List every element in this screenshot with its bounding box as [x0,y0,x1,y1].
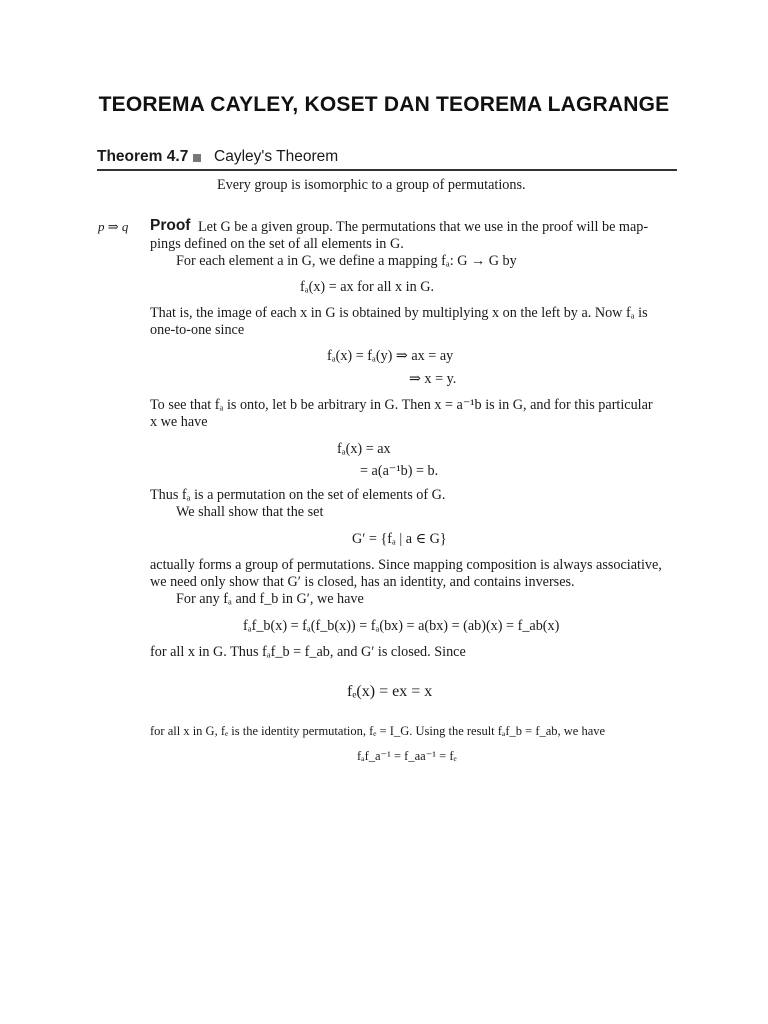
equation: ⇒ x = y. [409,371,457,387]
proof-line: we need only show that G′ is closed, has an identity, and contains inverses. [150,574,575,590]
proof-line: one-to-one since [150,322,245,338]
equation: fₐf_a⁻¹ = f_aa⁻¹ = fₑ [357,749,457,763]
proof-line: for all x in G, fₑ is the identity permutation, fₑ = I_G. Using the result fₐf_b = f_ab, we have [150,724,606,738]
proof-line: Let G be a given group. The permutations that we use in the proof will be map- [198,219,649,235]
proof-line: That is, the image of each x in G is obtained by multiplying x on the left by a. Now fₐ is [150,305,648,321]
square-bullet-icon [193,154,201,162]
page-title: TEOREMA CAYLEY, KOSET DAN TEOREMA LAGRANGE [98,93,670,116]
equation: fₑ(x) = ex = x [347,683,433,700]
equation: = a(a⁻¹b) = b. [360,463,439,479]
proof-line: actually forms a group of permutations. Since mapping composition is always associative, [150,557,662,573]
theorem-rule [97,169,677,171]
proof-line: To see that fₐ is onto, let b be arbitrary in G. Then x = a⁻¹b is in G, and for this particular [150,397,653,413]
theorem-name: Cayley's Theorem [214,148,339,165]
equation: fₐ(x) = fₐ(y) ⇒ ax = ay [327,348,454,364]
theorem-header [97,146,677,170]
equation: G′ = {fₐ | a ∈ G} [352,531,447,547]
proof-line: pings defined on the set of all elements in G. [150,236,404,252]
proof-line: Thus fₐ is a permutation on the set of elements of G. [150,487,446,503]
equation: fₐf_b(x) = fₐ(f_b(x)) = fₐ(bx) = a(bx) = (ab)(x) = f_ab(x) [243,618,560,634]
proof-line: for all x in G. Thus fₐf_b = f_ab, and G′ is closed. Since [150,644,466,660]
proof-line: We shall show that the set [176,504,324,520]
proof-label: Proof [150,217,191,234]
margin-note: p ⇒ q [98,219,129,234]
equation: fₐ(x) = ax for all x in G. [300,279,435,295]
equation: fₐ(x) = ax [337,441,391,457]
proof-line: x we have [150,414,208,430]
theorem-statement: Every group is isomorphic to a group of permutations. [217,177,526,193]
proof-line: For any fₐ and f_b in G′, we have [176,591,364,607]
proof-line: For each element a in G, we define a mapping fₐ: G → G by [176,253,517,269]
theorem-label: Theorem 4.7 [97,148,189,165]
